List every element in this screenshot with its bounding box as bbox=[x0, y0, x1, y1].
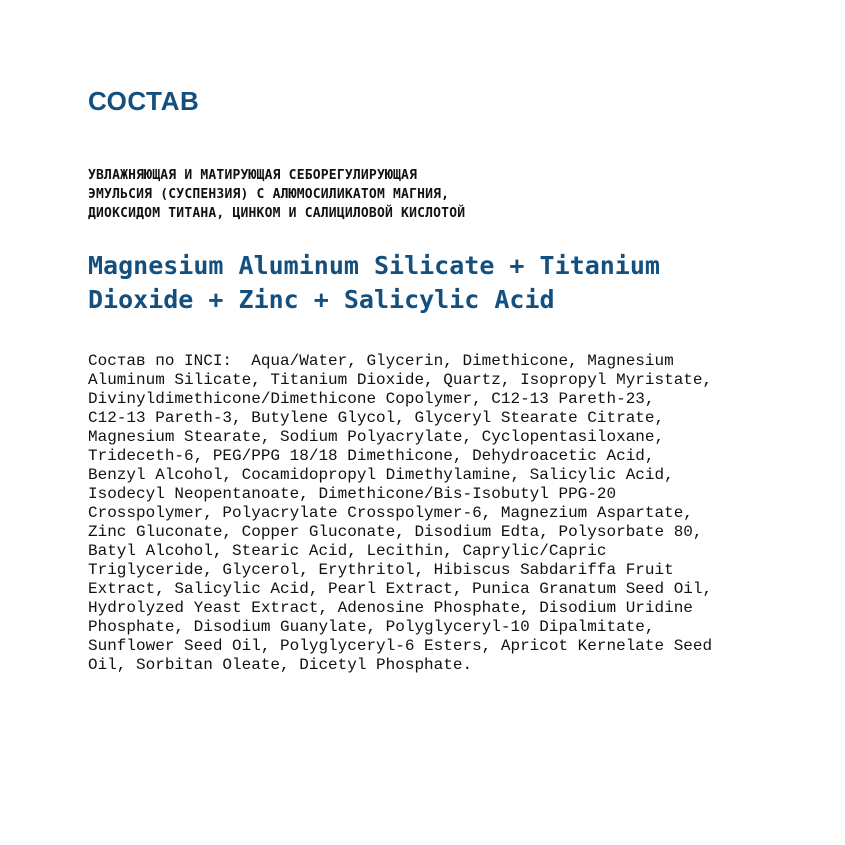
ingredients-line: Magnesium Stearate, Sodium Polyacrylate, Cyclopentasiloxane, bbox=[88, 428, 665, 446]
ingredients-line: Aluminum Silicate, Titanium Dioxide, Quartz, Isopropyl Myristate, bbox=[88, 371, 713, 389]
ingredients-line: Batyl Alcohol, Stearic Acid, Lecithin, Caprylic/Capric bbox=[88, 542, 607, 560]
product-name-line: Magnesium Aluminum Silicate + Titanium bbox=[88, 251, 660, 280]
description-line: ЭМУЛЬСИЯ (СУСПЕНЗИЯ) С АЛЮМОСИЛИКАТОМ МАГНИЯ, bbox=[88, 187, 450, 202]
ingredients-line: Oil, Sorbitan Oleate, Dicetyl Phosphate. bbox=[88, 656, 473, 674]
product-name-line: Dioxide + Zinc + Salicylic Acid bbox=[88, 285, 555, 314]
ingredients-line: Divinyldimethicone/Dimethicone Copolymer, C12-13 Pareth-23, bbox=[88, 390, 655, 408]
ingredients-line: Zinc Gluconate, Copper Gluconate, Disodium Edta, Polysorbate 80, bbox=[88, 523, 703, 541]
ingredients-line: Phosphate, Disodium Guanylate, Polyglyceryl-10 Dipalmitate, bbox=[88, 618, 655, 636]
ingredients-line: Benzyl Alcohol, Cocamidopropyl Dimethylamine, Salicylic Acid, bbox=[88, 466, 674, 484]
ingredients-line: Trideceth-6, PEG/PPG 18/18 Dimethicone, Dehydroacetic Acid, bbox=[88, 447, 655, 465]
ingredients-line: Sunflower Seed Oil, Polyglyceryl-6 Esters, Apricot Kernelate Seed bbox=[88, 637, 713, 655]
ingredients-line: C12-13 Pareth-3, Butylene Glycol, Glyceryl Stearate Citrate, bbox=[88, 409, 665, 427]
ingredients-line: Isodecyl Neopentanoate, Dimethicone/Bis-Isobutyl PPG-20 bbox=[88, 485, 617, 503]
page-title: СОСТАВ bbox=[88, 86, 200, 116]
ingredients-list bbox=[88, 352, 788, 675]
ingredients-line: Состав по INCI: Aqua/Water, Glycerin, Dimethicone, Magnesium bbox=[88, 352, 674, 370]
product-description bbox=[88, 166, 808, 223]
description-line: УВЛАЖНЯЮЩАЯ И МАТИРУЮЩАЯ СЕБОРЕГУЛИРУЮЩАЯ bbox=[88, 168, 418, 183]
product-name bbox=[88, 249, 808, 317]
ingredients-line: Extract, Salicylic Acid, Pearl Extract, Punica Granatum Seed Oil, bbox=[88, 580, 713, 598]
description-line: ДИОКСИДОМ ТИТАНА, ЦИНКОМ И САЛИЦИЛОВОЙ КИСЛОТОЙ bbox=[88, 206, 466, 221]
ingredients-line: Triglyceride, Glycerol, Erythritol, Hibiscus Sabdariffa Fruit bbox=[88, 561, 674, 579]
ingredients-line: Hydrolyzed Yeast Extract, Adenosine Phosphate, Disodium Uridine bbox=[88, 599, 693, 617]
ingredients-line: Crosspolymer, Polyacrylate Crosspolymer-6, Magnezium Aspartate, bbox=[88, 504, 693, 522]
